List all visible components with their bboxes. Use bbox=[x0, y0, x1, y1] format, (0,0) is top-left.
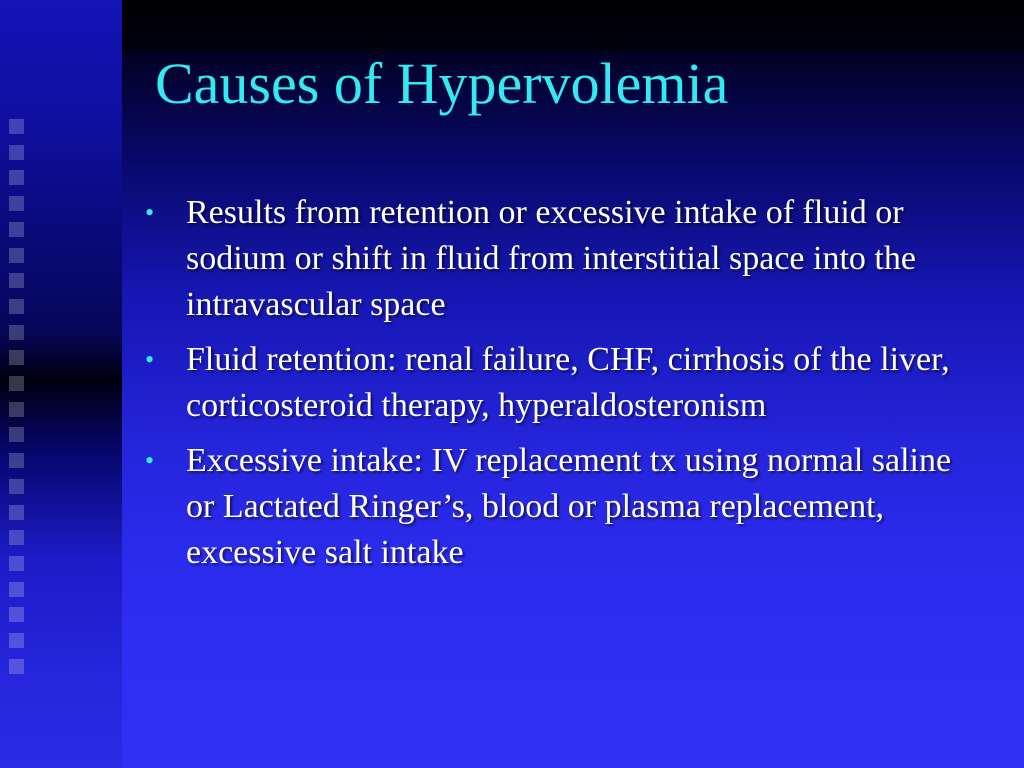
bullet-item bbox=[145, 337, 965, 429]
decorative-square bbox=[9, 453, 24, 468]
decorative-square bbox=[9, 556, 24, 571]
bullet-list bbox=[145, 190, 965, 585]
bullet-item bbox=[145, 190, 965, 328]
decorative-square bbox=[9, 427, 24, 442]
decorative-square bbox=[9, 119, 24, 134]
decorative-square bbox=[9, 196, 24, 211]
decorative-square bbox=[9, 582, 24, 597]
decorative-square bbox=[9, 299, 24, 314]
decorative-square bbox=[9, 402, 24, 417]
decorative-square bbox=[9, 222, 24, 237]
decorative-square bbox=[9, 273, 24, 288]
bullet-text: Fluid retention: renal failure, CHF, cirrhosis of the liver, corticosteroid therapy, hyperaldosteronism bbox=[186, 341, 950, 424]
bullet-icon: • bbox=[145, 345, 155, 374]
bullet-item bbox=[145, 438, 965, 576]
decorative-square bbox=[9, 530, 24, 545]
decorative-square bbox=[9, 145, 24, 160]
bullet-text: Excessive intake: IV replacement tx using normal saline or Lactated Ringer’s, blood or plasma replacement, excessive salt intake bbox=[186, 442, 952, 571]
decorative-square bbox=[9, 505, 24, 520]
bullet-text: Results from retention or excessive intake of fluid or sodium or shift in fluid from interstitial space into the intravascular space bbox=[186, 194, 916, 323]
slide-title: Causes of Hypervolemia bbox=[155, 51, 729, 116]
bullet-icon: • bbox=[145, 446, 155, 475]
decorative-square bbox=[9, 350, 24, 365]
decorative-square bbox=[9, 248, 24, 263]
top-dark-band bbox=[122, 0, 1024, 52]
decorative-square bbox=[9, 633, 24, 648]
decorative-square bbox=[9, 659, 24, 674]
decorative-square bbox=[9, 607, 24, 622]
decorative-square-column bbox=[9, 119, 27, 679]
decorative-square bbox=[9, 170, 24, 185]
decorative-square bbox=[9, 325, 24, 340]
decorative-square bbox=[9, 479, 24, 494]
decorative-square bbox=[9, 376, 24, 391]
bullet-icon: • bbox=[145, 198, 155, 227]
